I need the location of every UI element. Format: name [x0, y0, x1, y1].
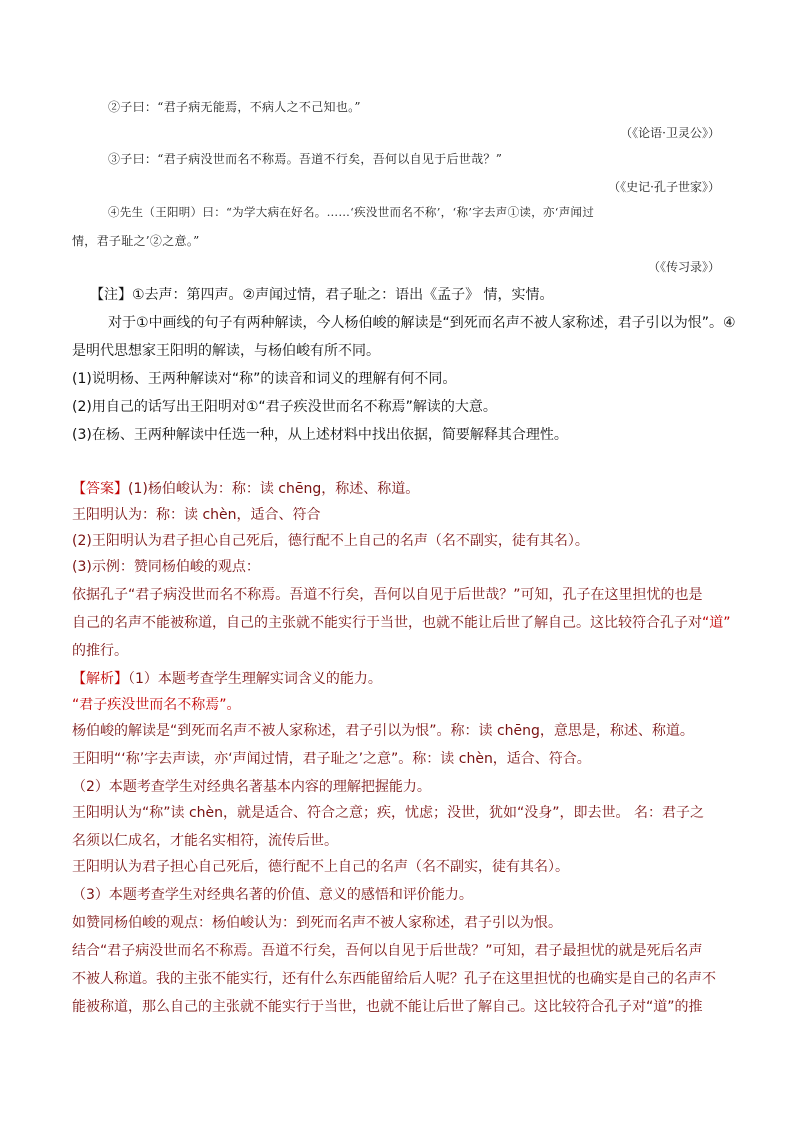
analysis-line-5: （2）本题考查学生对经典名著基本内容的理解把握能力。 [72, 779, 431, 795]
analysis-line-11: 结合“君子病没世而名不称焉。吾道不行矣，吾何以自见于后世哉？”可知，君子最担忧的就是死后名声 [72, 943, 703, 959]
quote-3-source: （《史记·孔子世家》） [608, 180, 720, 194]
analysis-line-10: 如赞同杨伯峻的观点：杨伯峻认为：到死而名声不被人家称述，君子引以为恨。 [72, 915, 562, 931]
analysis-1: （1）本题考查学生理解实词含义的能力。 [128, 671, 382, 687]
answer-line-7: 的推行。 [72, 643, 128, 659]
analysis-line-13: 能被称道，那么自己的主张就不能实行于当世，也就不能让后世了解自己。这比较符合孔子对“道”的推 [72, 999, 703, 1015]
answer-1: (1)杨伯峻认为：称：读 chēng，称述、称道。 [128, 481, 420, 497]
answer-line-4: (3)示例：赞同杨伯峻的观点： [72, 559, 260, 575]
sub-question-3: (3)在杨、王两种解读中任选一种，从上述材料中找出依据，简要解释其合理性。 [72, 427, 568, 443]
analysis-line-12: 不被人称道。我的主张不能实行，还有什么东西能留给后人呢？孔子在这里担忧的也确实是自己的名声不 [72, 971, 716, 987]
answer-line-2: 王阳明认为：称：读 chèn，适合、符合 [72, 507, 321, 523]
sub-question-1: (1)说明杨、王两种解读对“称”的读音和词义的理解有何不同。 [72, 371, 457, 387]
answer-line-5: 依据孔子“君子病没世而名不称焉。吾道不行矣，吾何以自见于后世哉？”可知，孔子在这里担忧的也是 [72, 587, 703, 603]
answer-tag: 【答案】 [72, 481, 128, 497]
question-stem-line-1: 对于①中画线的句子有两种解读，今人杨伯峻的解读是“到死而名声不被人家称述，君子引以为恨”。④ [108, 315, 736, 331]
analysis-tag: 【解析】 [72, 671, 128, 687]
quote-4-line-2: 情，君子耻之’②之意。” [72, 234, 200, 248]
answer-line-1 [72, 478, 419, 498]
answer-6-text: 自己的名声不能被称道，自己的主张就不能实行于当世，也就不能让后世了解自己。这比较符合孔子对 [72, 615, 702, 631]
question-stem-line-2: 是明代思想家王阳明的解读，与杨伯峻有所不同。 [72, 343, 380, 359]
analysis-line-4: 王阳明“‘称’字去声读，亦‘声闻过情，君子耻之’之意”。称：读 chèn，适合、符合。 [72, 751, 591, 767]
quote-2-source: （《论语·卫灵公》） [620, 126, 720, 140]
question-note: 【注】①去声：第四声。②声闻过情，君子耻之：语出《孟子》 情，实情。 [90, 287, 554, 303]
answer-6-highlight: “道” [702, 615, 731, 631]
analysis-line-6: 王阳明认为“称”读 chèn，就是适合、符合之意；疾，忧虑；没世，犹如“没身”，即去世。 名：君子之 [72, 805, 704, 821]
quote-4-line-1: ④先生（王阳明）曰：“为学大病在好名。……‘疾没世而名不称’，‘称’字去声①读，亦‘声闻过 [108, 205, 595, 219]
analysis-line-1 [72, 668, 382, 688]
quote-2: ②子曰：“君子病无能焉，不病人之不己知也。” [108, 100, 361, 114]
answer-line-3: (2)王阳明认为君子担心自己死后，德行配不上自己的名声（名不副实，徒有其名）。 [72, 533, 589, 549]
quote-4-source: （《传习录》） [647, 260, 720, 274]
analysis-line-8: 王阳明认为君子担心自己死后，德行配不上自己的名声（名不副实，徒有其名）。 [72, 859, 569, 875]
analysis-line-3: 杨伯峻的解读是“到死而名声不被人家称述，君子引以为恨”。称：读 chēng，意思是，称述、称道。 [72, 723, 694, 739]
quote-3: ③子曰：“君子病没世而名不称焉。吾道不行矣，吾何以自见于后世哉？” [108, 152, 503, 166]
analysis-line-7: 名须以仁成名，才能名实相符，流传后世。 [72, 833, 338, 849]
answer-line-6 [72, 612, 731, 632]
sub-question-2: (2)用自己的话写出王阳明对①“君子疾没世而名不称焉”解读的大意。 [72, 399, 497, 415]
analysis-line-2: “君子疾没世而名不称焉”。 [72, 697, 241, 713]
analysis-line-9: （3）本题考查学生对经典名著的价值、意义的感悟和评价能力。 [72, 887, 473, 903]
